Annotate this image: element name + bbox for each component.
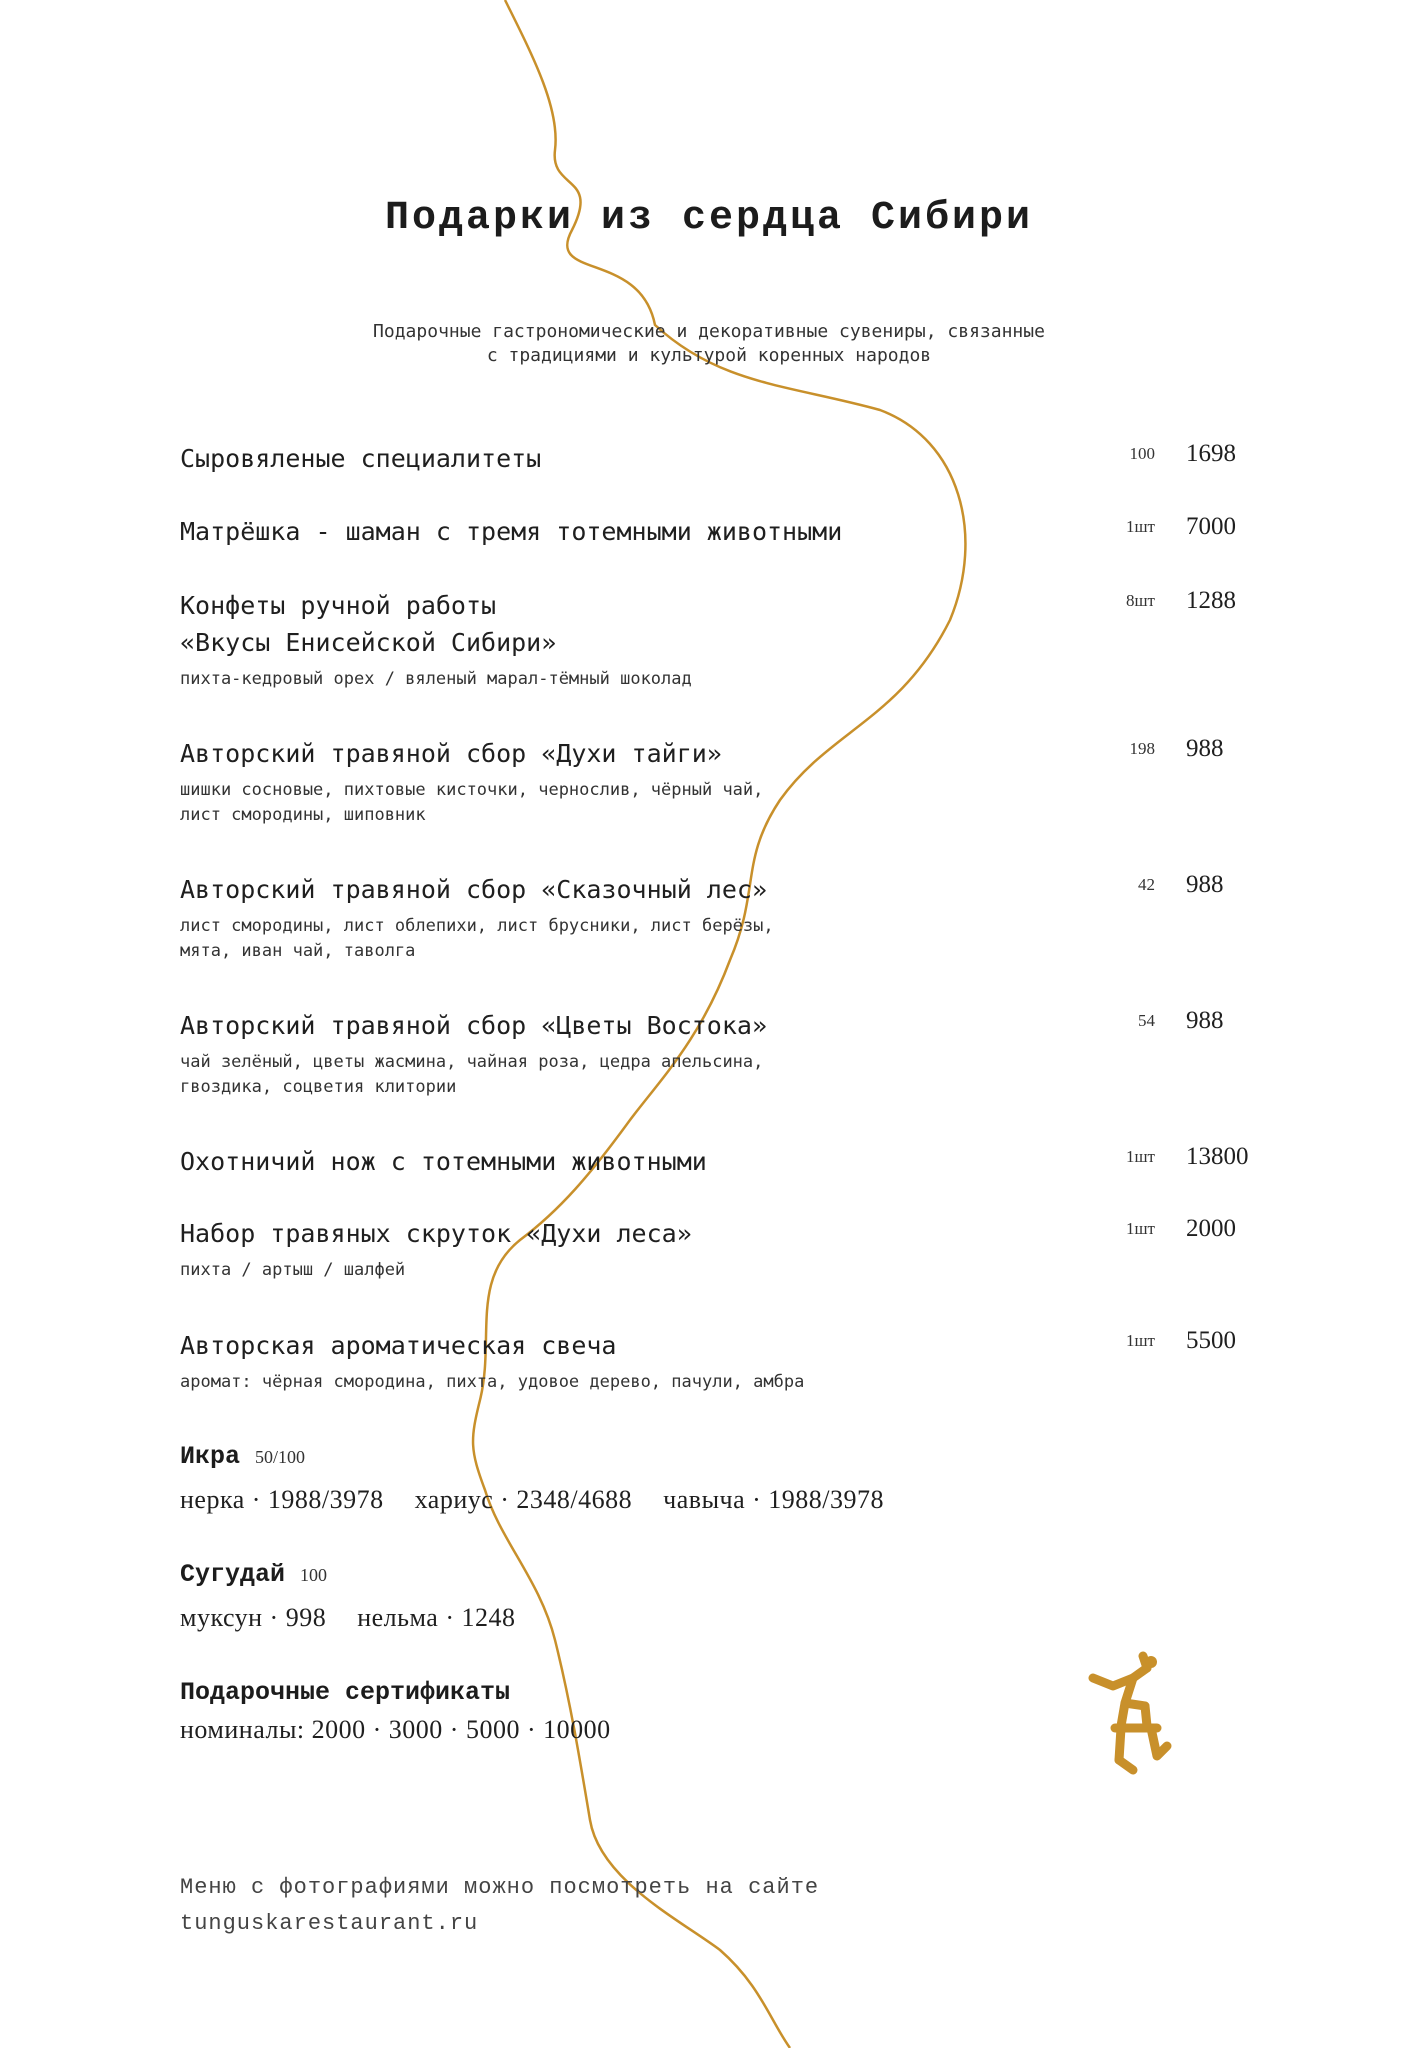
caviar-entry: чавыча · 1988/3978 [663, 1485, 885, 1514]
section-title-text: Сугудай [180, 1560, 286, 1589]
item-name: Авторская ароматическая свеча [180, 1331, 617, 1360]
section-unit: 50/100 [255, 1447, 306, 1467]
item-description: пихта-кедровый орех / вяленый марал-тёмный шоколад [180, 669, 692, 689]
item-name: Сыровяленые специалитеты [180, 444, 542, 473]
item-quantity: 8шт [1125, 591, 1155, 610]
section-title-text: Икра [180, 1442, 241, 1471]
item-price: 988 [1186, 871, 1224, 898]
menu-item [180, 871, 1260, 964]
item-name: Авторский травяной сбор «Духи тайги» [180, 739, 722, 768]
section-unit: 100 [300, 1565, 328, 1585]
item-quantity: 100 [1129, 444, 1155, 463]
item-name: Охотничий нож с тотемными животными [180, 1147, 707, 1176]
item-quantity: 54 [1138, 1011, 1155, 1030]
item-name: Набор травяных скруток «Духи леса» [180, 1219, 692, 1248]
menu-item [180, 1215, 1260, 1283]
item-quantity: 1шт [1125, 1147, 1155, 1166]
subtitle-line: с традициями и культурой коренных народов [486, 345, 932, 366]
item-price: 1288 [1186, 587, 1236, 614]
sugudai-section [180, 1558, 539, 1638]
caviar-entry: хариус · 2348/4688 [414, 1485, 633, 1514]
item-price: 1698 [1186, 440, 1236, 467]
item-quantity: 42 [1138, 875, 1155, 894]
item-price: 988 [1186, 1007, 1224, 1034]
item-name: Конфеты ручной работы «Вкусы Енисейской Сибири» [180, 591, 557, 657]
item-price: 7000 [1186, 513, 1236, 540]
item-quantity: 1шт [1125, 517, 1155, 536]
page-title: Подарки из сердца Сибири [384, 196, 1034, 241]
item-price: 5500 [1186, 1327, 1236, 1354]
section-title [180, 1440, 908, 1474]
item-quantity: 198 [1129, 739, 1155, 758]
item-price: 13800 [1186, 1143, 1249, 1170]
item-price: 988 [1186, 735, 1224, 762]
item-description: лист смородины, лист облепихи, лист брусники, лист берёзы, мята, иван чай, таволга [180, 916, 774, 961]
menu-item [180, 1327, 1260, 1395]
page-subtitle [0, 320, 1418, 368]
menu-item [180, 1143, 1260, 1180]
menu-item [180, 1007, 1260, 1100]
shaman-figure-icon [1085, 1648, 1195, 1778]
footer-text: Меню с фотографиями можно посмотреть на сайте [180, 1875, 820, 1900]
item-quantity: 1шт [1125, 1331, 1155, 1350]
item-description: чай зелёный, цветы жасмина, чайная роза, цедра апельсина, гвоздика, соцветия клитории [180, 1052, 764, 1097]
menu-item [180, 587, 1260, 692]
section-entries [180, 1598, 539, 1638]
menu-item [180, 440, 1260, 477]
item-name: Авторский травяной сбор «Сказочный лес» [180, 875, 767, 904]
sugudai-entry: нельма · 1248 [357, 1603, 516, 1632]
item-name: Матрёшка - шаман с тремя тотемными животными [180, 517, 843, 546]
section-entries [180, 1480, 908, 1520]
item-description: пихта / артыш / шалфей [180, 1260, 406, 1280]
section-title: Подарочные сертификаты [180, 1678, 511, 1707]
subtitle-line: Подарочные гастрономические и декоративные сувениры, связанные [373, 321, 1045, 342]
footer-note [180, 1870, 819, 1942]
item-price: 2000 [1186, 1215, 1236, 1242]
certificates-denominations: номиналы: 2000 · 3000 · 5000 · 10000 [180, 1715, 611, 1744]
sugudai-entry: муксун · 998 [180, 1603, 327, 1632]
section-title [180, 1558, 539, 1592]
item-description: шишки сосновые, пихтовые кисточки, чернослив, чёрный чай, лист смородины, шиповник [180, 780, 764, 825]
caviar-section [180, 1440, 908, 1520]
certificates-section [180, 1676, 611, 1750]
item-name: Авторский травяной сбор «Цветы Востока» [180, 1011, 767, 1040]
item-quantity: 1шт [1125, 1219, 1155, 1238]
website-link[interactable]: tunguskarestaurant.ru [180, 1911, 479, 1936]
caviar-entry: нерка · 1988/3978 [180, 1485, 384, 1514]
menu-item [180, 513, 1260, 550]
menu-item [180, 735, 1260, 828]
item-description: аромат: чёрная смородина, пихта, удовое дерево, пачули, амбра [180, 1372, 805, 1392]
